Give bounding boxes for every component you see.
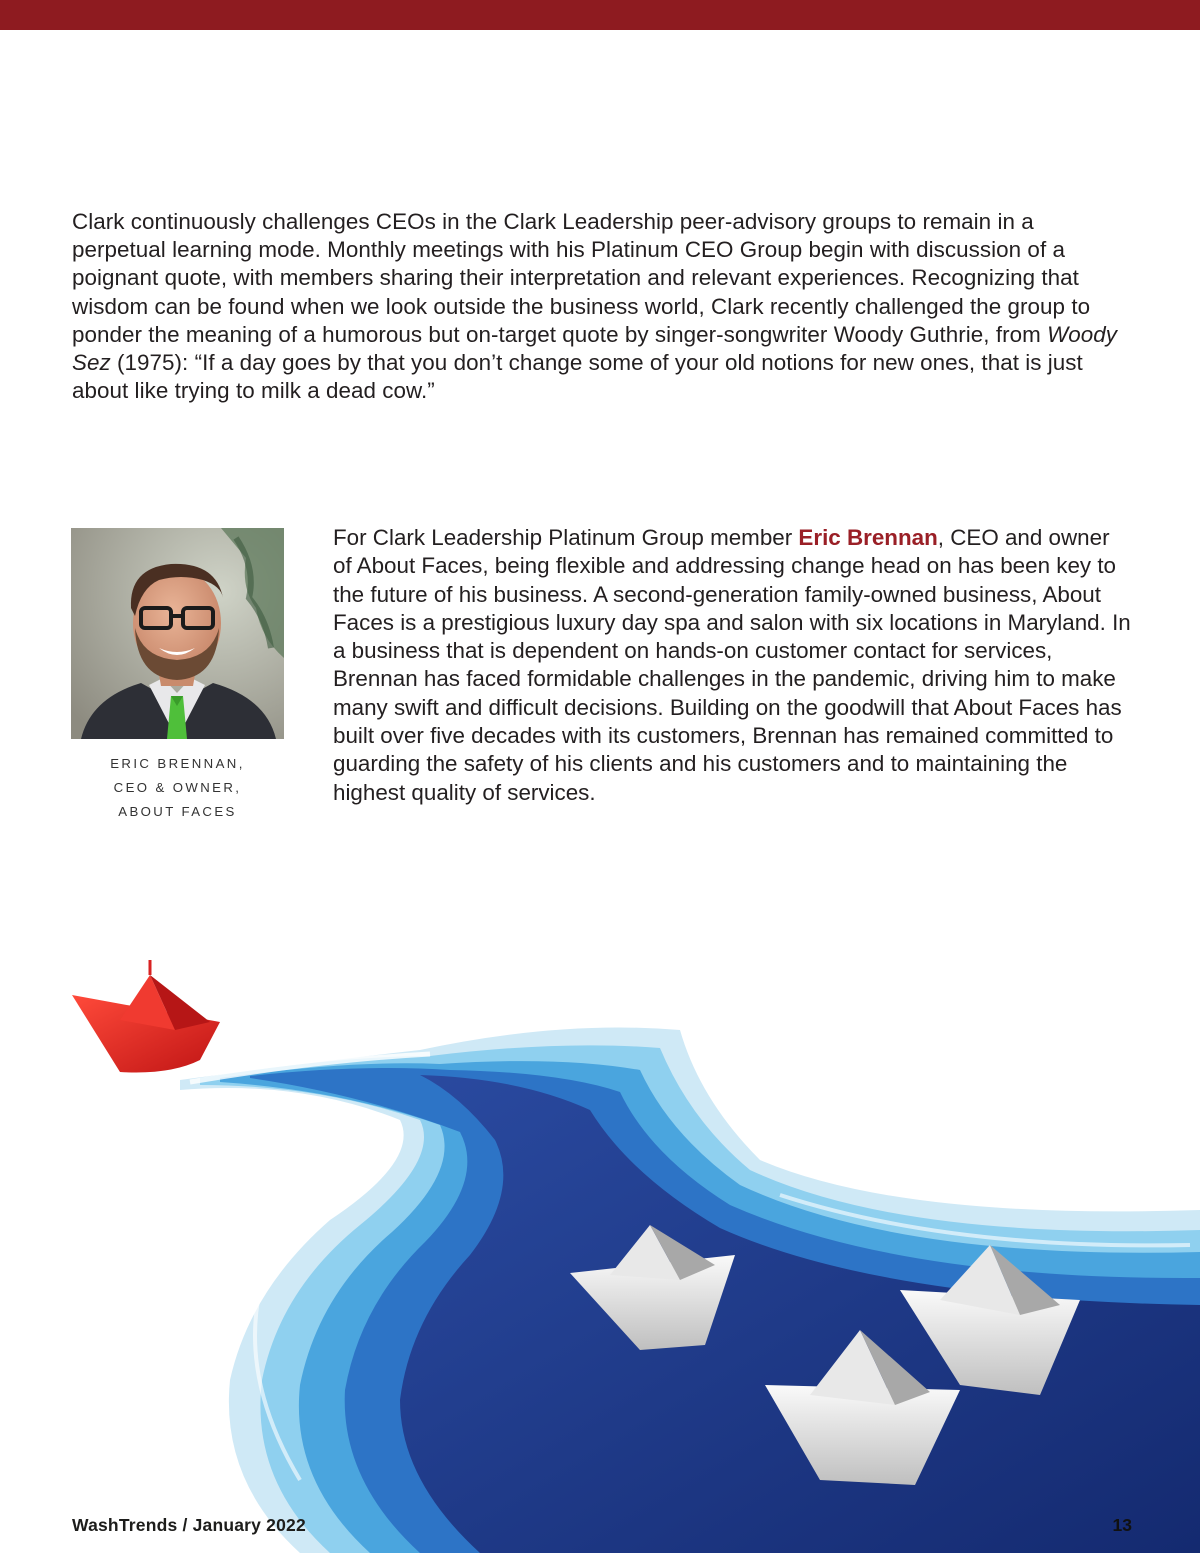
top-accent-bar bbox=[0, 0, 1200, 30]
caption-name: ERIC BRENNAN, bbox=[110, 756, 245, 771]
caption-title: CEO & OWNER, bbox=[113, 780, 242, 795]
highlighted-name: Eric Brennan bbox=[798, 525, 938, 550]
profile-paragraph: For Clark Leadership Platinum Group member Eric Brennan, CEO and owner of About Faces, being flexible and addressing change head on has been key to the future of his business. A second-generation family-owned business, About Faces is a prestigious luxury day spa and salon with six locations in Maryland. In a business that is dependent on hands-on customer contact for services, Brennan has faced formidable challenges in the pandemic, driving him to make many swift and difficult decisions. Building on the goodwill that About Faces has built over five decades with its customers, Brennan has remained committed to guarding the safety of his clients and his customers and to maintaining the highest quality of services. bbox=[333, 525, 1131, 805]
intro-paragraph: Clark continuously challenges CEOs in the Clark Leadership peer-advisory groups to remain in a perpetual learning mode. Monthly meetings with his Platinum CEO Group begin with discussion of a poignant quote, with members sharing their interpretation and relevant experiences. Recognizing that wisdom can be found when we look outside the business world, Clark recently challenged the group to ponder the meaning of a humorous but on-target quote by singer-songwriter Woody Guthrie, from Woody Sez (1975): “If a day goes by that you don’t change some of your old notions for new ones, that is just about like trying to milk a dead cow.” bbox=[72, 209, 1118, 404]
paper-boats-river-illustration bbox=[0, 960, 1200, 1553]
book-title: Woody Sez bbox=[72, 321, 1118, 376]
caption-company: ABOUT FACES bbox=[118, 804, 237, 819]
publication-footer: WashTrends / January 2022 bbox=[72, 1515, 306, 1535]
eric-brennan-photo bbox=[71, 528, 284, 739]
page-number: 13 bbox=[1112, 1515, 1132, 1535]
photo-caption bbox=[71, 752, 284, 824]
